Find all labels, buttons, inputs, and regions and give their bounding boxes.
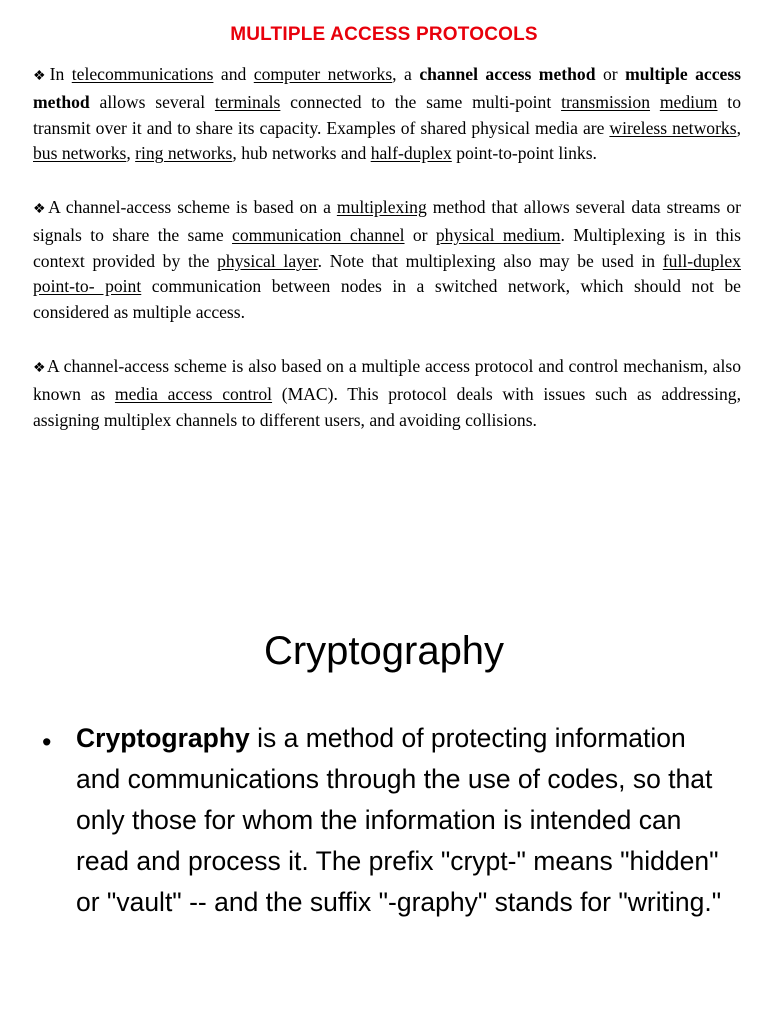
bullet-dot-icon: •	[42, 727, 52, 757]
link-physical-medium[interactable]: physical medium	[435, 224, 561, 245]
text-run: is a method of protecting information and communications through the use of codes, so that only those for whom the information is intended can read and process it. The prefix "crypt-" means "hidden" or "vault" -- and the suffix "-graphy" stands for "writing."	[76, 723, 722, 917]
link-medium[interactable]: medium	[659, 91, 718, 112]
text-run: connected to the same multi-point	[280, 91, 562, 112]
text-run: communication between nodes in a switched network, which should not be considered as multiple access.	[33, 276, 741, 323]
paragraph-mac	[33, 354, 741, 433]
bullet-text	[76, 718, 736, 923]
text-run: point-to-point links.	[451, 143, 597, 164]
slide-multiple-access	[0, 0, 768, 470]
link-wireless-networks[interactable]: wireless networks	[609, 117, 737, 138]
link-half-duplex[interactable]: half-duplex	[370, 143, 452, 164]
link-ring-networks[interactable]: ring networks	[135, 143, 233, 164]
text-run: or	[404, 224, 436, 245]
text-run: , a	[392, 64, 420, 84]
link-full-duplex[interactable]: full-duplex	[662, 250, 741, 271]
bold-term: multiple access method	[33, 64, 742, 112]
paragraph-channel-access	[33, 62, 741, 167]
paragraph-multiplexing	[33, 195, 741, 326]
link-point-to-point[interactable]: point-to- point	[33, 276, 142, 297]
link-terminals[interactable]: terminals	[214, 91, 281, 112]
text-run: , hub networks and	[232, 143, 371, 164]
link-communication-channel[interactable]: communication channel	[232, 224, 405, 245]
text-run: ,	[126, 143, 136, 164]
link-multiplexing[interactable]: multiplexing	[336, 197, 427, 217]
bullet-diamond-icon: ❖	[33, 361, 47, 376]
text-run: allows several	[89, 91, 215, 112]
link-computer-networks[interactable]: computer networks	[253, 64, 393, 84]
text-run: In	[49, 64, 72, 84]
text-run: (MAC). This protocol deals with issues such as addressing, assigning multiplex channels to different users, and avoiding collisions.	[33, 383, 741, 430]
link-media-access-control[interactable]: media access control	[114, 383, 273, 404]
text-run: ,	[736, 117, 741, 138]
text-run: and	[213, 64, 254, 84]
link-telecommunications[interactable]: telecommunications	[71, 64, 214, 84]
link-bus-networks[interactable]: bus networks	[33, 143, 127, 164]
text-run: A channel-access scheme is based on a	[48, 197, 337, 217]
text-run: . Note that multiplexing also may be used in	[317, 250, 663, 271]
text-run: or	[595, 64, 626, 84]
slide-title: Cryptography	[263, 629, 505, 673]
text-run	[650, 92, 660, 112]
slide-title: MULTIPLE ACCESS PROTOCOLS	[230, 24, 538, 45]
link-transmission[interactable]: transmission	[561, 91, 651, 112]
bold-term: Cryptography	[76, 723, 250, 753]
text-run: method that allows several data streams or signals to share the same	[33, 197, 741, 245]
link-physical-layer[interactable]: physical layer	[217, 250, 318, 271]
bullet-diamond-icon: ❖	[33, 69, 49, 84]
text-run: A channel-access scheme is also based on a multiple access protocol and control mechanism, also known as	[33, 356, 741, 404]
bold-term: channel access method	[419, 64, 596, 84]
text-run: . Multiplexing is in this context provided by the	[33, 224, 741, 271]
slide-cryptography	[0, 600, 768, 1024]
bullet-diamond-icon: ❖	[33, 202, 48, 217]
text-run: to transmit over it and to share its capacity. Examples of shared physical media are	[33, 91, 741, 138]
